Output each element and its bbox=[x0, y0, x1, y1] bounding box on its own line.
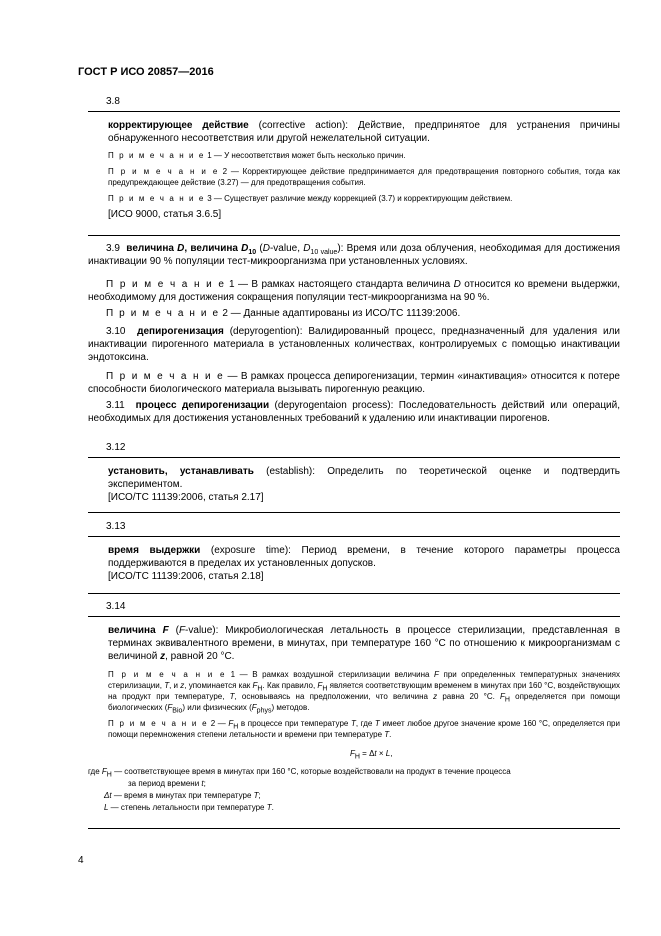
symbol-definition: L — степень летальности при температуре T. bbox=[104, 803, 274, 812]
clause-number: 3.14 bbox=[106, 601, 126, 612]
symbol-definition: где $F_H$ — соответствующее время в минутах при 160 °С, которые воздействовали на продукт в течение процесса bbox=[88, 767, 511, 779]
clause-box-3-8 bbox=[88, 111, 620, 236]
note-label: П р и м е ч а н и е bbox=[108, 151, 205, 160]
clause-3-10 bbox=[88, 325, 620, 364]
term: время выдержки bbox=[108, 545, 201, 556]
note: П р и м е ч а н и е 1 — В рамках воздушной стерилизации величина F при определенных температурных значениях стерилизации, T, и z, упоминается как $F_H$. Как правило, $F_H$ является соответствующим временем в минутах при 160 °С, воздействующих на продукт при температуре, T, основываясь на предположении, что величина z равна 20 °С. $F_H$ определяется при помощи биологических $(F_{Bio})$ или физических $(F_{phys})$ методов. bbox=[108, 670, 620, 715]
definition: (depyrogention): Валидированный процесс, предназначенный для удаления или инактивации пирогенного материала в установленных количествах, контролируемых с помощью инактивации эндотоксина. bbox=[88, 326, 620, 363]
definition: (corrective action): Действие, предпринятое для устранения причины обнаруженного несоответствия или другой нежелательной ситуации. bbox=[108, 120, 620, 144]
clause-3-9: 3.9 величина D, величина $D_{10}$ (D-value, $D_{10 value}$): Время или доза облучения, необходимая для достижения инактивации 90 % популяции тест-микроорганизма при установленных условиях. bbox=[88, 243, 621, 267]
clause-number: 3.12 bbox=[106, 442, 126, 453]
term-definition: величина F (F-value): Микробиологическая летальность в процессе стерилизации, представленная в терминах эквивалентного времени, в минутах, при температуре 160 °С по отношению к микроорганизмам с величиной z, равной 20 °С. bbox=[108, 625, 621, 662]
document-header: ГОСТ Р ИСО 20857—2016 bbox=[78, 66, 214, 78]
source-reference: [ИСО/ТС 11139:2006, статья 2.18] bbox=[108, 571, 264, 582]
note bbox=[108, 166, 620, 188]
note-text: 1 — У несоответствия может быть несколько причин. bbox=[204, 151, 406, 160]
note-text: 3 — Существует различие между коррекцией (3.7) и корректирующим действием. bbox=[204, 194, 513, 203]
clause-3-11 bbox=[88, 399, 620, 425]
note-label: П р и м е ч а н и е bbox=[108, 167, 219, 176]
term: корректирующее действие bbox=[108, 120, 249, 131]
term: величина F bbox=[108, 625, 169, 636]
term-definition bbox=[108, 465, 620, 491]
note bbox=[108, 150, 620, 161]
clause-number: 3.11 bbox=[106, 400, 125, 411]
clause-number: 3.13 bbox=[106, 521, 126, 532]
note: П р и м е ч а н и е — В рамках процесса депирогенизации, термин «инактивация» относится к потере способности биологического материала вызывать пирогенную реакцию. bbox=[88, 371, 620, 395]
symbol-definition-continuation: за период времени t; bbox=[128, 779, 206, 788]
clause-box-3-12 bbox=[88, 457, 620, 513]
note-label: П р и м е ч а н и е bbox=[108, 194, 205, 203]
clause-box-3-13 bbox=[88, 536, 620, 594]
definition: (depyrogentaion process): Последовательность действий или операций, необходимых для достижения установленных требований к удалению или инактивации пирогенов. bbox=[88, 400, 620, 424]
clause-number: 3.10 bbox=[106, 326, 126, 337]
definition: ): Время или доза облучения, необходимая для достижения инактивации 90 % популяции тест-микроорганизма при установленных условиях. bbox=[88, 243, 621, 267]
page-number: 4 bbox=[78, 855, 84, 866]
note-text: 2 — Корректирующее действие предпринимается для предотвращения повторного события, тогда как предупреждающее действие (3.27) — для предотвращения события. bbox=[108, 167, 620, 187]
symbol-definition: Δt — время в минутах при температуре T; bbox=[104, 791, 261, 800]
definition: (establish): Определить по теоретической оценке и подтвердить экспериментом. bbox=[108, 466, 620, 490]
term: установить, устанавливать bbox=[108, 466, 254, 477]
term: величина D, величина $D_{10}$ bbox=[126, 243, 257, 256]
term-definition bbox=[108, 544, 620, 570]
source-reference: [ИСО 9000, статья 3.6.5] bbox=[108, 209, 222, 220]
note: П р и м е ч а н и е 1 — В рамках настоящего стандарта величина D относится ко времени выдержки, необходимому для достижения сокращения популяции тест-микроорганизма на 90 %. bbox=[88, 279, 621, 303]
term: процесс депирогенизации bbox=[135, 400, 270, 411]
note: П р и м е ч а н и е 2 — Данные адаптированы из ИСО/ТС 11139:2006. bbox=[106, 308, 461, 319]
term-definition bbox=[108, 119, 620, 145]
definition: (exposure time): Период времени, в течение которого параметры процесса поддерживаются в пределах их установленных допусков. bbox=[108, 545, 620, 569]
note: П р и м е ч а н и е 2 — $F_H$ в процессе при температуре T, где T имеет любое другое значение кроме 160 °С, определяется при помощи перемножения степени летальности и времени при температуре T. bbox=[108, 719, 620, 739]
source-reference: [ИСО/ТС 11139:2006, статья 2.17] bbox=[108, 492, 264, 503]
clause-number: 3.8 bbox=[106, 96, 120, 107]
clause-number: 3.9 bbox=[106, 243, 120, 254]
term: депирогенизация bbox=[137, 326, 224, 337]
note bbox=[108, 193, 620, 204]
formula: $F_H = \Delta t \times L$, bbox=[350, 749, 393, 761]
